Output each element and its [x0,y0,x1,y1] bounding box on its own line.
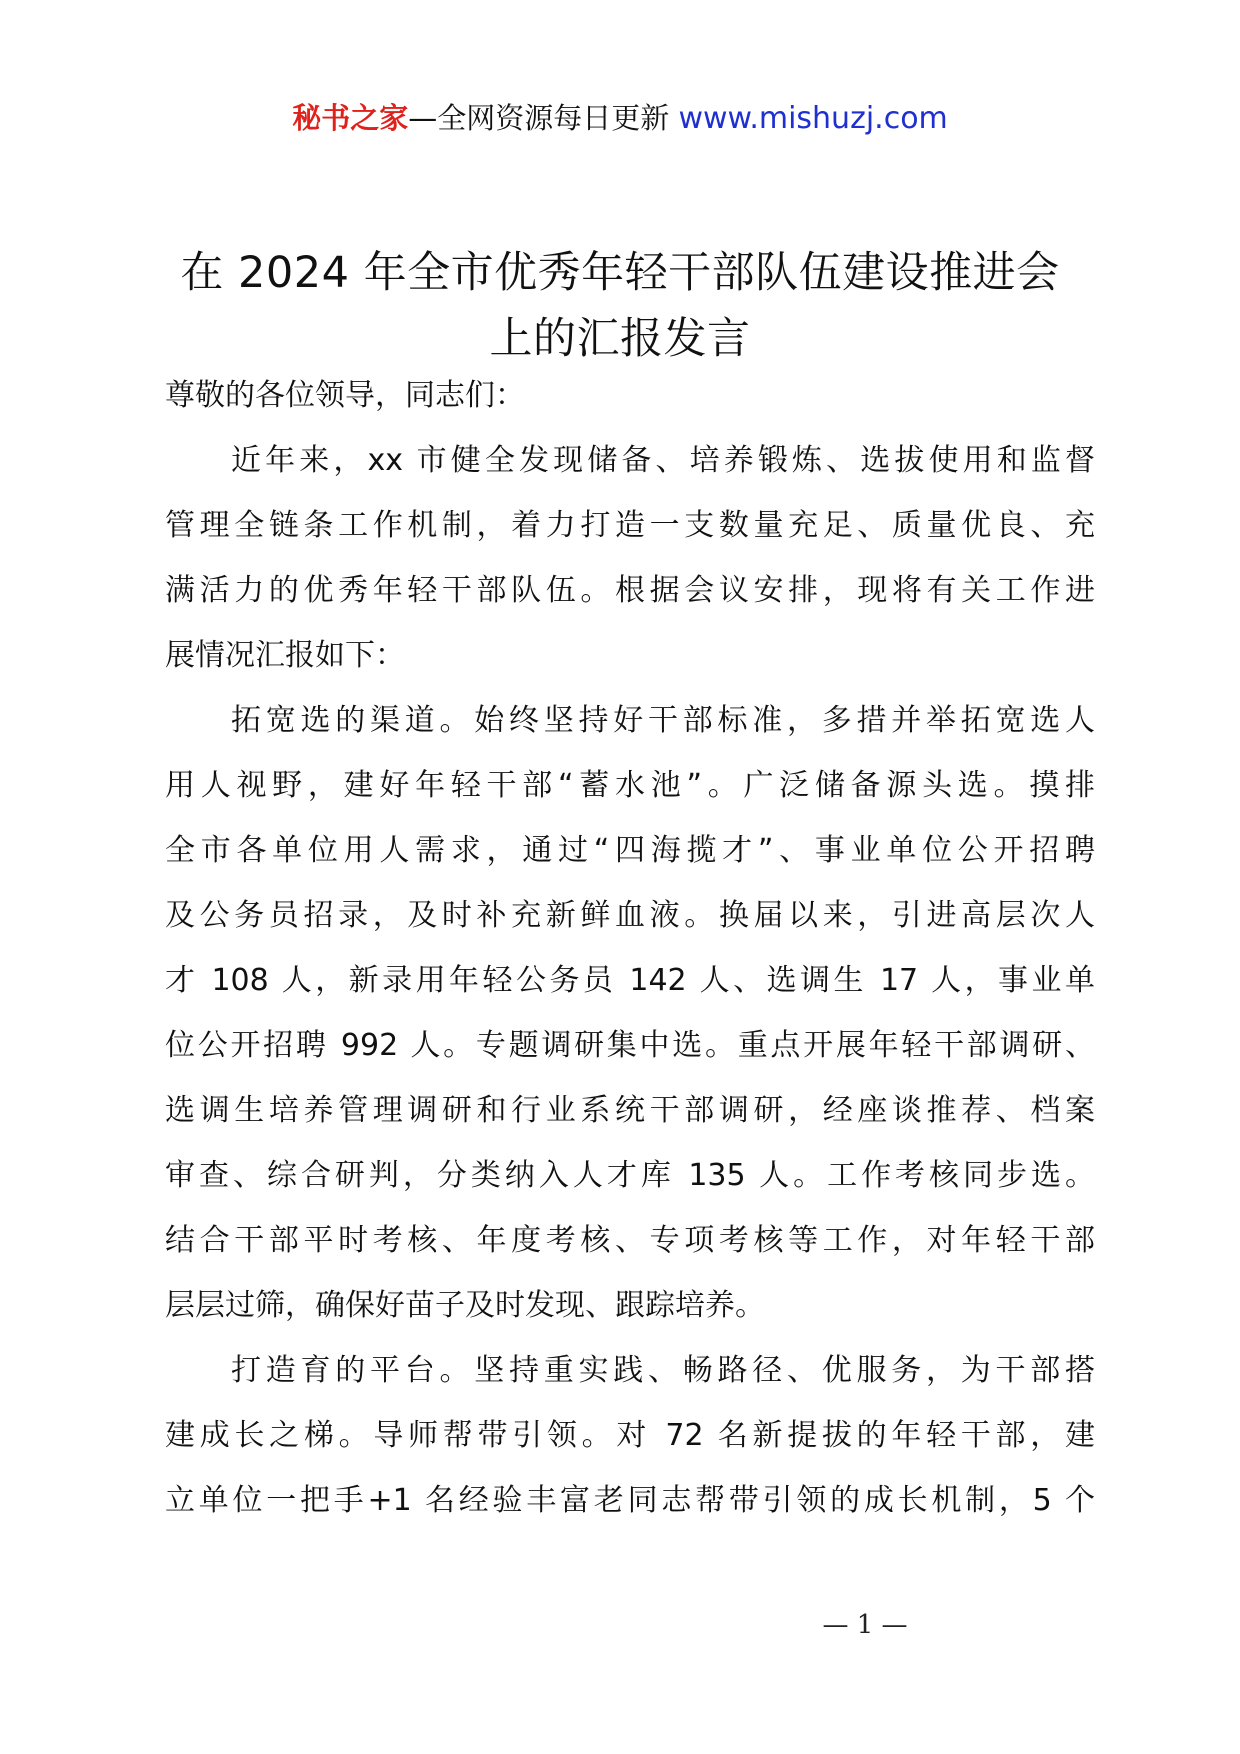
text-line: 选调生培养管理调研和行业系统干部调研，经座谈推荐、档案 [165,1093,1095,1128]
salutation: 尊敬的各位领导，同志们： [165,378,525,413]
text-line: 打造育的平台。坚持重实践、畅路径、优服务，为干部搭 [231,1353,1095,1388]
paragraph-broaden-selection [165,688,1095,1338]
text-line: 建成长之梯。导师帮带引领。对 72 名新提拔的年轻干部，建 [165,1418,1095,1453]
paragraph-intro [165,428,1095,688]
text-line: 拓宽选的渠道。始终坚持好干部标准，多措并举拓宽选人 [231,703,1095,738]
text-line: 管理全链条工作机制，着力打造一支数量充足、质量优良、充 [165,508,1095,543]
text-line: 层层过筛，确保好苗子及时发现、跟踪培养。 [165,1288,765,1323]
page-number: — 1 — [822,1610,908,1640]
title-line-2: 上的汇报发言 [489,314,751,364]
site-banner [0,98,1240,139]
text-line: 才 108 人，新录用年轻公务员 142 人、选调生 17 人，事业单 [165,963,1095,998]
text-line: 满活力的优秀年轻干部队伍。根据会议安排，现将有关工作进 [165,573,1095,608]
banner-url-link[interactable]: www.mishuzj.com [678,101,948,136]
text-line: 全市各单位用人需求，通过“四海揽才”、事业单位公开招聘 [165,833,1095,868]
banner-brand: 秘书之家 [292,101,409,135]
title-line-1: 在 2024 年全市优秀年轻干部队伍建设推进会 [180,248,1060,298]
document-body [165,372,1095,1533]
text-line: 审查、综合研判，分类纳入人才库 135 人。工作考核同步选。 [165,1158,1095,1193]
text-line: 近年来，xx 市健全发现储备、培养锻炼、选拔使用和监督 [231,443,1095,478]
text-line: 及公务员招录，及时补充新鲜血液。换届以来，引进高层次人 [165,898,1095,933]
text-line: 展情况汇报如下： [165,638,405,673]
text-line: 结合干部平时考核、年度考核、专项考核等工作，对年轻干部 [165,1223,1095,1258]
text-line: 位公开招聘 992 人。专题调研集中选。重点开展年轻干部调研、 [165,1028,1095,1063]
text-line: 用人视野，建好年轻干部“蓄水池”。广泛储备源头选。摸排 [165,768,1095,803]
banner-tagline: —全网资源每日更新 [408,101,670,135]
text-line: 立单位一把手+1 名经验丰富老同志帮带引领的成长机制，5 个 [165,1483,1095,1518]
document-title [150,240,1090,372]
paragraph-build-platform [165,1338,1095,1533]
